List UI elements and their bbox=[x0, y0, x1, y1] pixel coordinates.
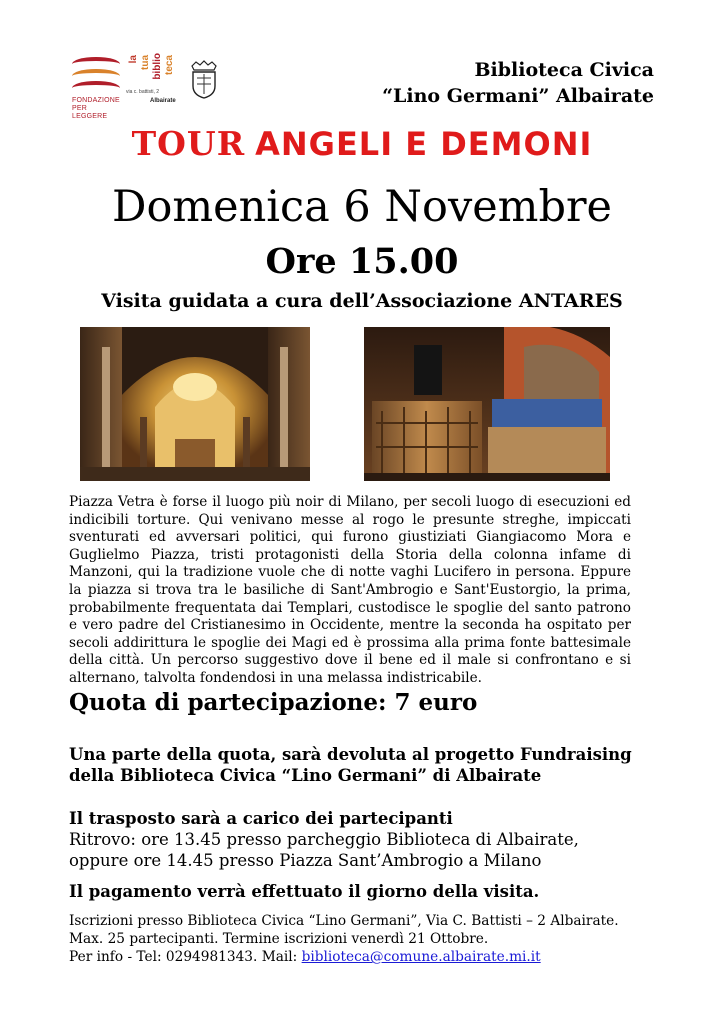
tour-title bbox=[0, 124, 724, 163]
municipal-crest-icon bbox=[188, 60, 220, 100]
fondazione-per-leggere-logo bbox=[66, 55, 124, 120]
logo-word: tua bbox=[140, 55, 151, 70]
la-tua-biblioteca-logo bbox=[126, 53, 186, 109]
organization-subtitle: “Lino Germani” Albairate bbox=[382, 85, 654, 107]
fundraising-note bbox=[69, 744, 632, 786]
fundraising-line: della Biblioteca Civica “Lino Germani” di Albairate bbox=[69, 766, 542, 785]
registration-line: Max. 25 partecipanti. Termine iscrizioni venerdì 21 Ottobre. bbox=[69, 931, 489, 947]
transport-heading: Il trasposto sarà a carico dei partecipanti bbox=[69, 809, 453, 828]
logo-swoosh bbox=[72, 81, 120, 95]
fundraising-line: Una parte della quota, sarà devoluta al progetto Fundraising bbox=[69, 745, 632, 764]
logo-address: via c. battisti, 2 bbox=[126, 89, 160, 95]
logo-word: la bbox=[128, 55, 139, 64]
contact-line bbox=[69, 948, 619, 966]
registration-line: Iscrizioni presso Biblioteca Civica “Lino Germani”, Via C. Battisti – 2 Albairate. bbox=[69, 913, 619, 929]
organization-name: Biblioteca Civica bbox=[474, 59, 654, 81]
logo-text: FONDAZIONE PER LEGGERE bbox=[72, 97, 120, 120]
payment-note: Il pagamento verrà effettuato il giorno della visita. bbox=[69, 882, 540, 901]
meeting-point-line: oppure ore 14.45 presso Piazza Sant’Ambrogio a Milano bbox=[69, 851, 542, 870]
tomb-relief-photo bbox=[364, 327, 610, 481]
event-time: Ore 15.00 bbox=[265, 241, 459, 282]
basilica-interior-photo bbox=[80, 327, 310, 481]
registration-info bbox=[69, 912, 619, 966]
email-link[interactable]: biblioteca@comune.albairate.mi.it bbox=[301, 949, 541, 965]
tour-name: ANGELI E DEMONI bbox=[255, 125, 593, 163]
logo-place: Albairate bbox=[150, 98, 176, 104]
logo-word: biblio bbox=[152, 53, 163, 80]
meeting-point-line: Ritrovo: ore 13.45 presso parcheggio Biblioteca di Albairate, bbox=[69, 830, 579, 849]
event-date: Domenica 6 Novembre bbox=[111, 182, 612, 232]
guide-line: Visita guidata a cura dell’Associazione ANTARES bbox=[101, 290, 623, 312]
participation-fee: Quota di partecipazione: 7 euro bbox=[69, 689, 478, 716]
tour-label: TOUR bbox=[131, 124, 246, 163]
description-paragraph: Piazza Vetra è forse il luogo più noir di Milano, per secoli luogo di esecuzioni ed indicibili torture. Qui venivano messe al rogo le presunte streghe, impiccati sventurati ed avversari politici, qui furono giustiziati Giangiacomo Mora e Guglielmo Piazza, tristi protagonisti della Storia della colonna infame di Manzoni, qui la tradizione vuole che di notte vaghi Lucifero in persona. Eppure la piazza si trova tra le basiliche di Sant'Ambrogio e Sant'Eustorgio, la prima, probabilmente frequentata dai Templari, custodisce le spoglie del santo patrono e vero padre del Cristianesimo in Occidente, mentre la seconda ha ospitato per secoli addirittura le spoglie dei Magi ed è prossima alla prima fonte battesimale della città. Un percorso suggestivo dove il bene ed il male si confrontano e si alternano, talvolta fondendosi in una melassa indistricabile. bbox=[69, 494, 631, 686]
transport-info bbox=[69, 808, 579, 871]
logo-word: teca bbox=[164, 55, 175, 76]
contact-prefix: Per info - Tel: 0294981343. Mail: bbox=[69, 949, 302, 965]
